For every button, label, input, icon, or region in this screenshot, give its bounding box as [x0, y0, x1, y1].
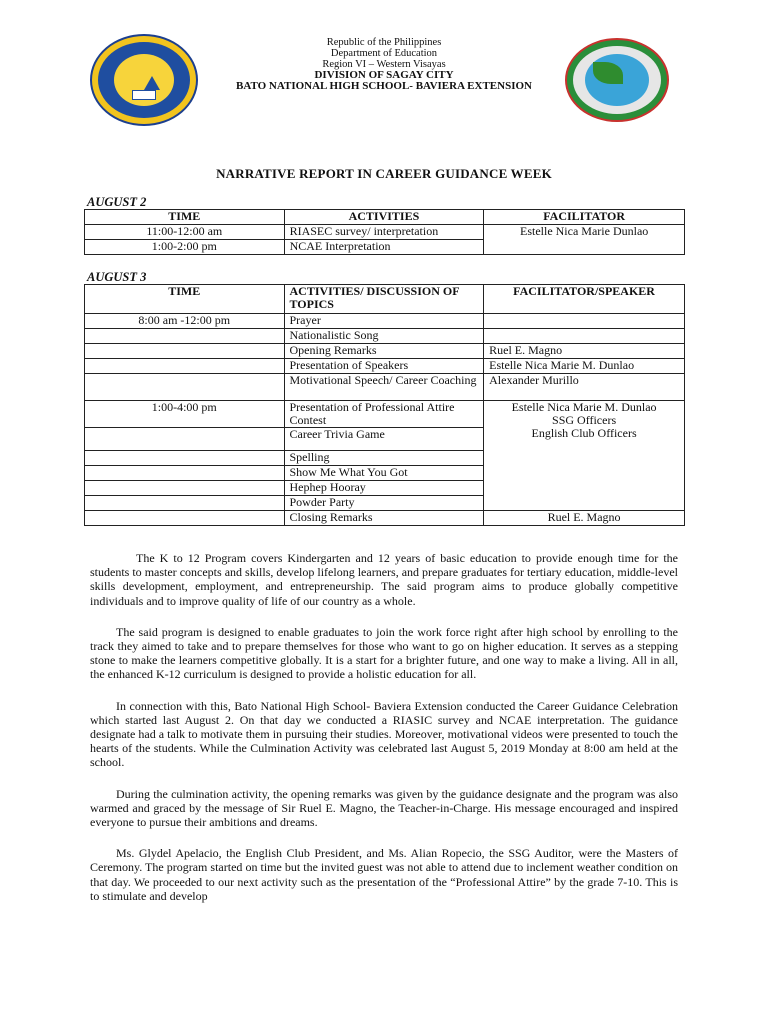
table-row — [85, 329, 685, 344]
activity-cell: Hephep Hooray — [284, 481, 484, 496]
facilitator-name: SSG Officers — [552, 413, 617, 427]
activity-cell: RIASEC survey/ interpretation — [284, 225, 484, 240]
table-row — [85, 374, 685, 401]
header-line-region: Region VI – Western Visayas — [322, 59, 446, 70]
bato-national-high-school-seal-icon — [565, 38, 669, 122]
activity-cell: Opening Remarks — [284, 344, 484, 359]
time-cell — [85, 511, 285, 526]
seal-core — [114, 54, 174, 106]
time-cell — [85, 481, 285, 496]
activity-cell: Powder Party — [284, 496, 484, 511]
activity-cell: Nationalistic Song — [284, 329, 484, 344]
time-cell — [85, 329, 285, 344]
header-line-republic: Republic of the Philippines — [326, 37, 442, 48]
table-row — [85, 359, 685, 374]
time-cell: 1:00-2:00 pm — [85, 240, 285, 255]
header-division: DIVISION OF SAGAY CITY — [314, 69, 454, 81]
department-of-education-seal-icon — [90, 34, 198, 126]
time-cell — [85, 344, 285, 359]
leaf-icon — [593, 62, 623, 84]
facilitator-cell — [484, 329, 685, 344]
schedule-table-august-2 — [84, 209, 685, 255]
book-icon — [132, 90, 156, 100]
table-row — [85, 401, 685, 428]
header-school: BATO NATIONAL HIGH SCHOOL- BAVIERA EXTENSION — [236, 80, 532, 92]
time-cell: 1:00-4:00 pm — [85, 401, 285, 428]
table-header-row — [85, 210, 685, 225]
column-header-facilitator: FACILITATOR/SPEAKER — [484, 285, 685, 314]
day-label-august-2: AUGUST 2 — [87, 195, 147, 209]
time-cell: 11:00-12:00 am — [85, 225, 285, 240]
report-title: NARRATIVE REPORT IN CAREER GUIDANCE WEEK — [216, 166, 552, 181]
activity-cell: Closing Remarks — [284, 511, 484, 526]
time-cell — [85, 466, 285, 481]
narrative-paragraph: Ms. Glydel Apelacio, the English Club President, and Ms. Alian Ropecio, the SSG Auditor, were the Masters of Ceremony. The program started on time but the invited guest was not able to attend due to inclement weather condition on that day. We proceeded to our next activity such as the presentation of the “Professional Attire” by the grade 7-10. This is to stimulate and develop — [90, 846, 678, 903]
facilitator-name: Estelle Nica Marie M. Dunlao — [511, 400, 657, 414]
time-cell — [85, 428, 285, 451]
table-row — [85, 225, 685, 240]
narrative-paragraph: During the culmination activity, the opening remarks was given by the guidance designate and the program was also warmed and graced by the message of Sir Ruel E. Magno, the Teacher-in-Charge. His message encouraged and inspired everyone to pursue their ambitions and dreams. — [90, 786, 678, 830]
time-cell: 8:00 am -12:00 pm — [85, 314, 285, 329]
table-row — [85, 344, 685, 359]
facilitator-cell-afternoon — [484, 401, 685, 511]
time-cell — [85, 359, 285, 374]
facilitator-name: English Club Officers — [531, 426, 637, 440]
activity-cell: Presentation of Professional Attire Contest — [284, 401, 484, 428]
activity-cell: Motivational Speech/ Career Coaching — [284, 374, 484, 401]
narrative-paragraph: The K to 12 Program covers Kindergarten and 12 years of basic education to provide enough time for the students to master concepts and skills, develop lifelong learners, and prepare graduates for tertiary education, middle-level skills development, employment, and entrepreneurship. The said program aims to produce globally competitive individuals and to improve quality of life of our country as a whole. — [90, 551, 678, 608]
activity-cell: Spelling — [284, 451, 484, 466]
day-label-august-3: AUGUST 3 — [87, 270, 147, 284]
activity-cell: Show Me What You Got — [284, 466, 484, 481]
table-row — [85, 511, 685, 526]
activity-cell: Career Trivia Game — [284, 428, 484, 451]
table-row — [85, 314, 685, 329]
facilitator-cell: Ruel E. Magno — [484, 344, 685, 359]
activity-cell: Presentation of Speakers — [284, 359, 484, 374]
time-cell — [85, 374, 285, 401]
activity-cell: Prayer — [284, 314, 484, 329]
header-line-department: Department of Education — [330, 48, 438, 59]
facilitator-cell: Estelle Nica Marie Dunlao — [484, 225, 685, 255]
column-header-activities: ACTIVITIES/ DISCUSSION OF TOPICS — [284, 285, 484, 314]
column-header-facilitator: FACILITATOR — [484, 210, 685, 225]
facilitator-cell: Ruel E. Magno — [484, 511, 685, 526]
column-header-activities: ACTIVITIES — [284, 210, 484, 225]
time-cell — [85, 451, 285, 466]
time-cell — [85, 496, 285, 511]
narrative-paragraph: The said program is designed to enable graduates to join the work force right after high school by enrolling to the track they aimed to take and to prepare themselves for those who want to go on higher education. It serves as a stepping stone to make the learners competitive globally. It is a start for a brighter future, and one way to make a living. All in all, the enhanced K-12 curriculum is designed to provide a holistic education for all. — [90, 624, 678, 682]
column-header-time: TIME — [85, 210, 285, 225]
document-header — [200, 37, 568, 92]
table-header-row — [85, 285, 685, 314]
narrative-body — [90, 551, 678, 920]
facilitator-cell: Alexander Murillo — [484, 374, 685, 401]
facilitator-cell — [484, 314, 685, 329]
narrative-paragraph: In connection with this, Bato National High School- Baviera Extension conducted the Career Guidance Celebration which started last August 2. On that day we conducted a RIASIC survey and NCAE interpretation. The guidance designate had a talk to motivate them in pursuing their studies. Moreover, motivational videos were presented to touch the hearts of the students. While the Culmination Activity was celebrated last August 5, 2019 Monday at 8:00 am held at the school. — [90, 698, 678, 770]
column-header-time: TIME — [85, 285, 285, 314]
facilitator-cell: Estelle Nica Marie M. Dunlao — [484, 359, 685, 374]
lamp-icon — [144, 76, 160, 90]
schedule-table-august-3 — [84, 284, 685, 526]
activity-cell: NCAE Interpretation — [284, 240, 484, 255]
seal-core — [585, 54, 649, 106]
